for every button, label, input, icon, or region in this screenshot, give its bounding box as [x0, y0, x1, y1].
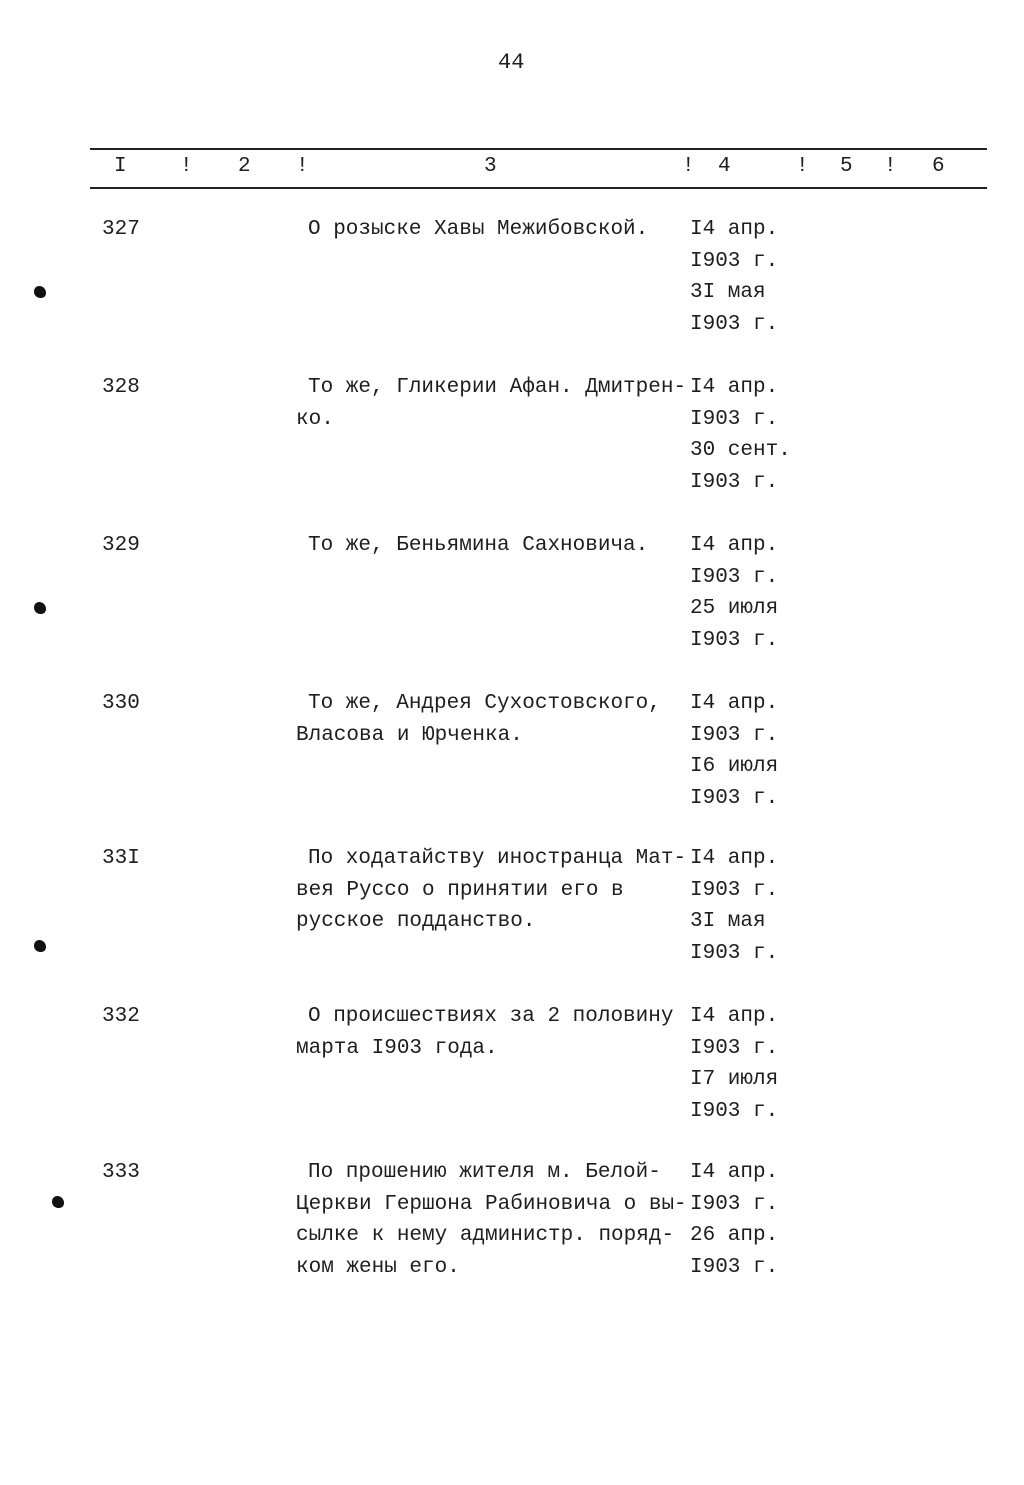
header-sep-2: ! [296, 155, 309, 178]
record-dates [690, 214, 778, 340]
date-line: I903 г. [690, 249, 779, 273]
date-line: I4 апр. [690, 692, 779, 715]
record-description [296, 1157, 687, 1283]
date-line: I903 г. [690, 470, 779, 494]
record-dates [690, 688, 778, 814]
date-line: 3I мая [690, 910, 766, 933]
record-number: 329 [102, 534, 140, 557]
record-number: 332 [102, 1005, 140, 1028]
date-line: I4 апр. [690, 218, 779, 241]
record-number: 33I [102, 847, 140, 870]
header-col-4: 4 [718, 155, 731, 178]
description-line: По ходатайству иностранца Мат- [308, 847, 687, 870]
header-col-6: 6 [932, 155, 945, 178]
record-dates [690, 372, 791, 498]
date-line: I4 апр. [690, 376, 779, 399]
record-description [296, 1001, 673, 1064]
record-description [296, 843, 686, 938]
header-top-rule [90, 148, 987, 150]
record-dates [690, 530, 778, 656]
record-dates [690, 1001, 778, 1127]
header-bottom-rule [90, 187, 987, 189]
description-line: О розыске Хавы Межибовской. [308, 218, 649, 241]
record-329 [0, 530, 1024, 670]
date-line: I903 г. [690, 1192, 779, 1216]
date-line: I4 апр. [690, 534, 779, 557]
record-333 [0, 1157, 1024, 1297]
record-327 [0, 214, 1024, 354]
description-line: ком жены его. [296, 1255, 460, 1279]
record-number: 327 [102, 218, 140, 241]
record-dates [690, 1157, 778, 1283]
description-line: сылке к нему администр. поряд- [296, 1224, 675, 1247]
date-line: I903 г. [690, 565, 779, 589]
record-328 [0, 372, 1024, 512]
record-number: 328 [102, 376, 140, 399]
page-number: 44 [498, 50, 525, 75]
record-description [296, 372, 686, 435]
date-line: 30 сент. [690, 439, 791, 462]
record-number: 330 [102, 692, 140, 715]
date-line: I4 апр. [690, 1161, 779, 1184]
record-332 [0, 1001, 1024, 1141]
header-col-5: 5 [840, 155, 853, 178]
description-line: вея Руссо о принятии его в [296, 878, 624, 902]
record-dates [690, 843, 778, 969]
description-line: По прошению жителя м. Белой- [308, 1161, 661, 1184]
date-line: I903 г. [690, 941, 779, 965]
binding-blot [52, 1196, 64, 1208]
date-line: 26 апр. [690, 1224, 779, 1247]
header-sep-5: ! [884, 155, 897, 178]
binding-blot [34, 940, 46, 952]
date-line: I7 июля [690, 1068, 779, 1091]
date-line: I903 г. [690, 1099, 779, 1123]
date-line: I903 г. [690, 1036, 779, 1060]
binding-blot [34, 602, 46, 614]
date-line: I903 г. [690, 786, 779, 810]
date-line: I903 г. [690, 407, 779, 431]
description-line: О происшествиях за 2 половину [308, 1005, 674, 1028]
date-line: 3I мая [690, 281, 766, 304]
date-line: I4 апр. [690, 847, 779, 870]
header-col-1: I [114, 155, 127, 178]
description-line: Власова и Юрченка. [296, 723, 523, 747]
header-sep-4: ! [796, 155, 809, 178]
header-col-3: 3 [484, 155, 497, 178]
record-description [296, 688, 661, 751]
record-number: 333 [102, 1161, 140, 1184]
header-sep-3: ! [682, 155, 695, 178]
record-331 [0, 843, 1024, 983]
description-line: То же, Гликерии Афан. Дмитрен- [308, 376, 687, 399]
description-line: То же, Андрея Сухостовского, [308, 692, 661, 715]
description-line: Церкви Гершона Рабиновича о вы- [296, 1192, 687, 1216]
description-line: марта I903 года. [296, 1036, 498, 1060]
date-line: I6 июля [690, 755, 779, 778]
date-line: I4 апр. [690, 1005, 779, 1028]
description-line: То же, Беньямина Сахновича. [308, 534, 649, 557]
header-col-2: 2 [238, 155, 251, 178]
header-sep-1: ! [180, 155, 193, 178]
description-line: ко. [296, 407, 334, 431]
date-line: I903 г. [690, 1255, 779, 1279]
binding-blot [34, 286, 46, 298]
record-description [296, 530, 648, 562]
description-line: русское подданство. [296, 910, 536, 933]
date-line: I903 г. [690, 723, 779, 747]
record-description [296, 214, 648, 246]
date-line: I903 г. [690, 878, 779, 902]
date-line: I903 г. [690, 628, 779, 652]
date-line: 25 июля [690, 597, 779, 620]
date-line: I903 г. [690, 312, 779, 336]
record-330 [0, 688, 1024, 828]
